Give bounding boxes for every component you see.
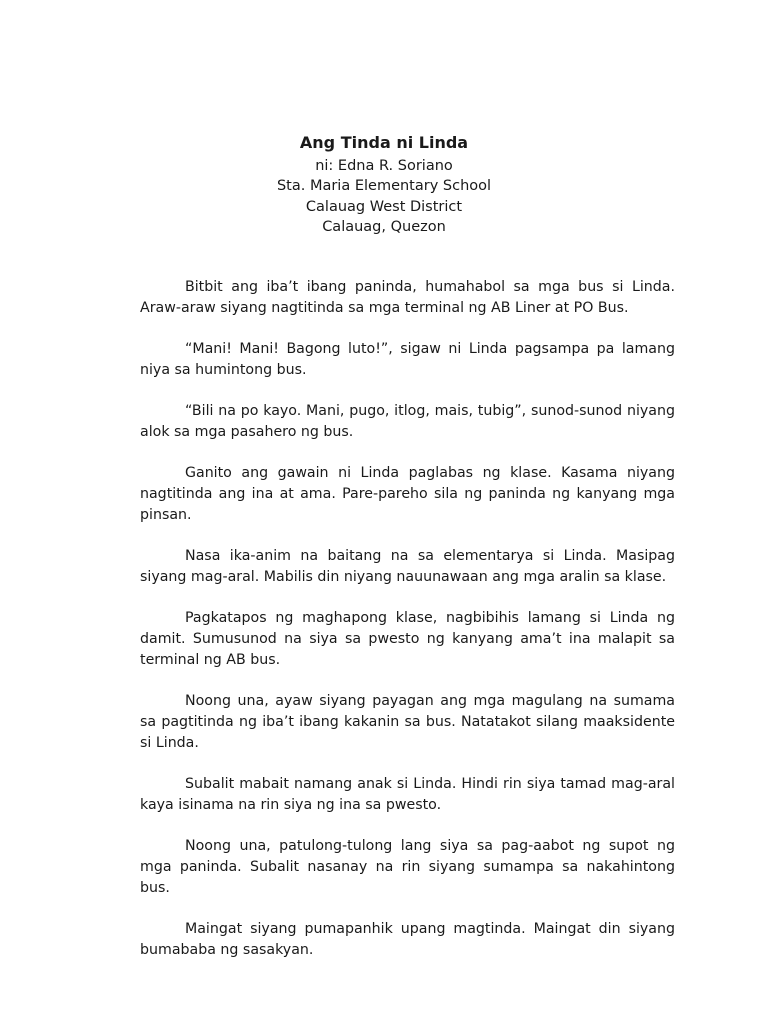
paragraph: Bitbit ang iba’t ibang paninda, humahabol sa mga bus si Linda. Araw-araw siyang nagtitinda sa mga terminal ng AB Liner at PO Bus. <box>140 279 675 316</box>
paragraph: “Mani! Mani! Bagong luto!”, sigaw ni Linda pagsampa pa lamang niya sa humintong bus. <box>140 341 675 378</box>
location-line: Calauag, Quezon <box>322 218 446 235</box>
author-line: ni: Edna R. Soriano <box>315 158 453 174</box>
document-title: Ang Tinda ni Linda <box>299 133 469 152</box>
paragraph: Noong una, ayaw siyang payagan ang mga magulang na sumama sa pagtitinda ng iba’t ibang kakanin sa bus. Natatakot silang maaksidente si Linda. <box>140 693 675 751</box>
district-line: Calauag West District <box>305 198 463 215</box>
school-line: Sta. Maria Elementary School <box>276 178 492 195</box>
paragraph: Pagkatapos ng maghapong klase, nagbibihis lamang si Linda ng damit. Sumusunod na siya sa pwesto ng kanyang ama’t ina malapit sa terminal ng AB bus. <box>140 610 675 668</box>
paragraph: Ganito ang gawain ni Linda paglabas ng klase. Kasama niyang nagtitinda ang ina at ama. Pare-pareho sila ng paninda ng kanyang mga pinsan. <box>140 465 675 523</box>
paragraph: Nasa ika-anim na baitang na sa elementarya si Linda. Masipag siyang mag-aral. Mabilis din niyang nauunawaan ang mga aralin sa klase. <box>140 548 675 585</box>
paragraph: Maingat siyang pumapanhik upang magtinda. Maingat din siyang bumababa ng sasakyan. <box>140 921 675 958</box>
paragraph: “Bili na po kayo. Mani, pugo, itlog, mais, tubig”, sunod-sunod niyang alok sa mga pasahero ng bus. <box>140 403 675 440</box>
paragraph: Noong una, patulong-tulong lang siya sa pag-aabot ng supot ng mga paninda. Subalit nasanay na rin siyang sumampa sa nakahintong bus. <box>140 838 675 896</box>
document-header <box>0 132 768 237</box>
paragraph: Subalit mabait namang anak si Linda. Hindi rin siya tamad mag-aral kaya isinama na rin siya ng ina sa pwesto. <box>140 776 675 813</box>
story-body <box>140 277 675 981</box>
